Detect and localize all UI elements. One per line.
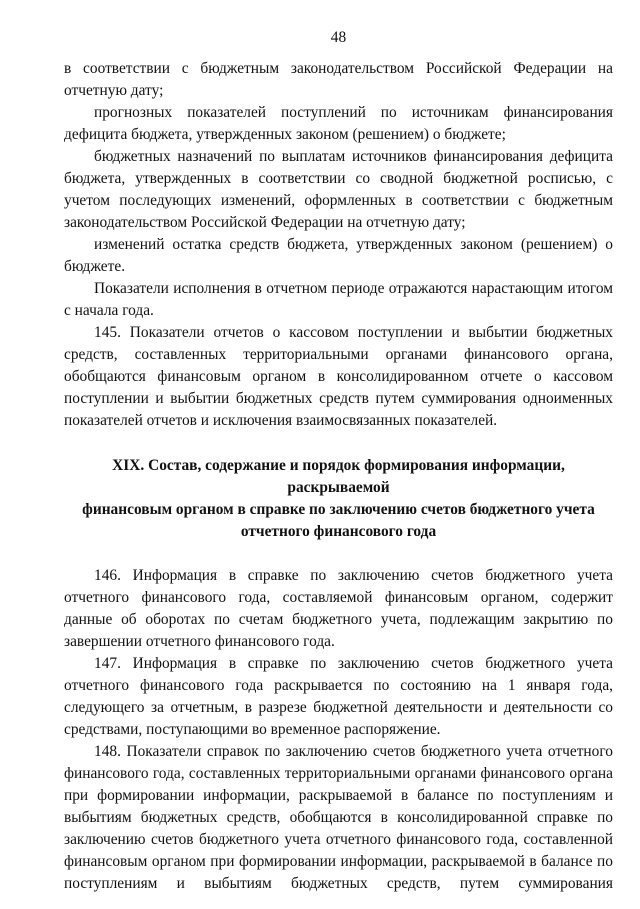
paragraph-147: 147. Информация в справке по заключению счетов бюджетного учета отчетного финансового года раскрывается по состоянию на 1 января года, следующего за отчетным, в разрезе бюджетной деятельности и деятельности со средствами, поступающими во временное распоряжение. [64,655,613,738]
paragraph: изменений остатка средств бюджета, утвержденных законом (решением) о бюджете. [64,236,613,275]
paragraph: Показатели исполнения в отчетном периоде отражаются нарастающим итогом с начала года. [64,280,613,319]
section-heading-line: отчетного финансового года [240,523,437,540]
paragraph-145: 145. Показатели отчетов о кассовом поступлении и выбытии бюджетных средств, составленных территориальными органами финансового органа, обобщаются финансовым органом в консолидированном отчете о кассовом поступлении и выбытии бюджетных средств путем суммирования одноименных показателей отчетов и исключения взаимосвязанных показателей. [64,324,613,429]
document-body [64,58,613,895]
section-heading [64,455,613,543]
section-heading-line: финансовым органом в справке по заключению счетов бюджетного учета [82,501,595,518]
paragraph-146: 146. Информация в справке по заключению счетов бюджетного учета отчетного финансового года, составляемой финансовым органом, содержит данные об оборотах по счетам бюджетного учета, подлежащим закрытию по завершении отчетного финансового года. [64,567,613,650]
paragraph: бюджетных назначений по выплатам источников финансирования дефицита бюджета, утвержденных в соответствии со сводной бюджетной росписью, с учетом последующих изменений, оформленных в соответствии с бюджетным законодательством Российской Федерации на отчетную дату; [64,148,613,231]
section-heading-line: XIX. Состав, содержание и порядок формирования информации, раскрываемой [112,457,565,496]
paragraph-148: 148. Показатели справок по заключению счетов бюджетного учета отчетного финансового года, составленных территориальными органами финансового органа при формировании информации, раскрываемой в балансе по поступлениям и выбытиям бюджетных средств, обобщаются в консолидированной справке по заключению счетов бюджетного учета отчетного финансового года, составленной финансовым органом при формировании информации, раскрываемой в балансе по поступлениям и выбытиям бюджетных средств, путем суммирования [64,743,613,892]
page-number: 48 [330,29,347,46]
paragraph: прогнозных показателей поступлений по источникам финансирования дефицита бюджета, утвержденных законом (решением) о бюджете; [64,104,613,143]
paragraph: в соответствии с бюджетным законодательством Российской Федерации на отчетную дату; [64,60,613,99]
